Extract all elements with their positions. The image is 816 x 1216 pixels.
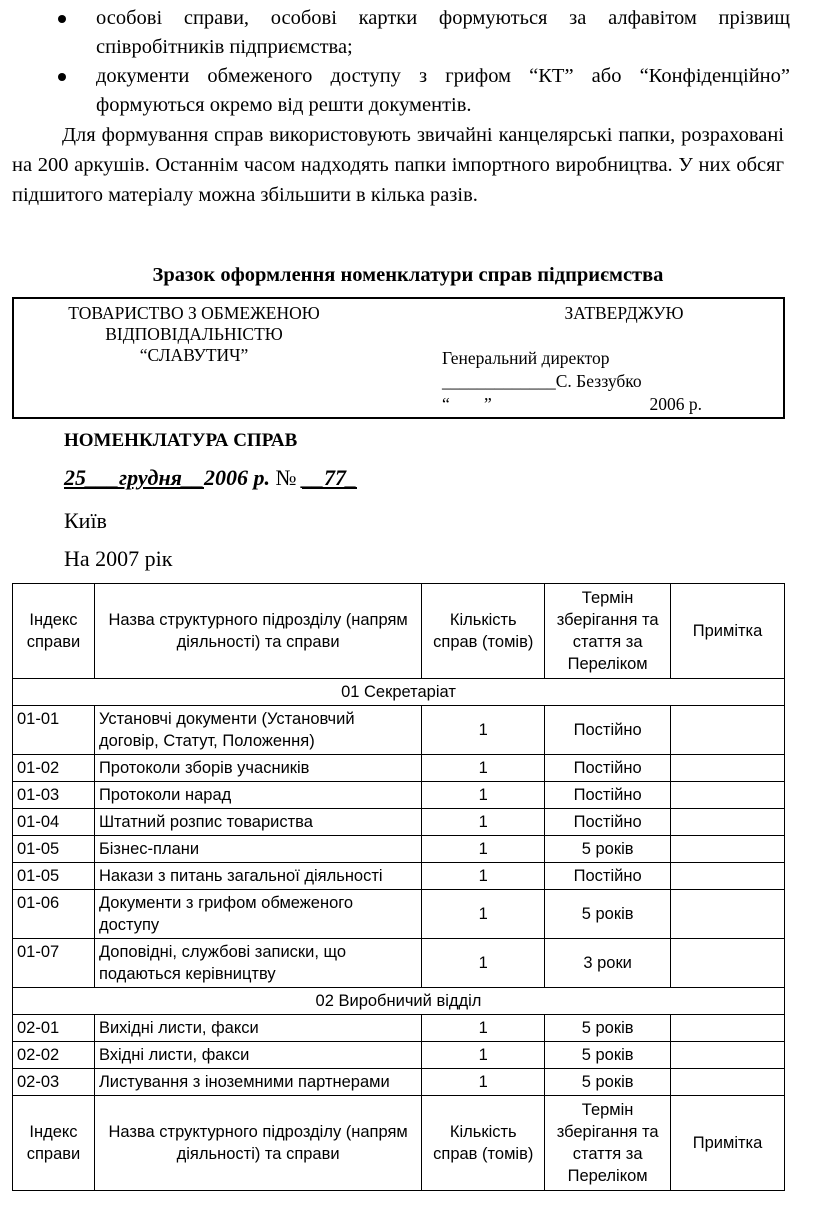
cell-count: 1 — [422, 1015, 545, 1042]
cell-name: Вхідні листи, факси — [94, 1042, 421, 1069]
cell-name: Установчі документи (Установчий договір, Статут, Положення) — [94, 706, 421, 755]
cell-note — [671, 1042, 785, 1069]
section-row — [13, 679, 785, 706]
footer-header-index: Індекс справи — [13, 1096, 95, 1191]
cell-term: Постійно — [545, 755, 671, 782]
cell-name: Протоколи зборів учасників — [94, 755, 421, 782]
org-line: ТОВАРИСТВО З ОБМЕЖЕНОЮ — [68, 303, 320, 323]
cell-name: Штатний розпис товариства — [94, 809, 421, 836]
cell-note — [671, 706, 785, 755]
approve-label: ЗАТВЕРДЖУЮ — [564, 303, 684, 323]
bullet-text: особові справи, особові картки формуються за алфавітом прізвищ співробітників підприємства; — [96, 7, 790, 58]
body-paragraph: Для формування справ використовують звичайні канцелярські папки, розраховані на 200 аркушів. Останнім часом надходять папки імпортного виробництва. У них обсяг підшитого матеріалу можна збільшити в кілька разів. — [12, 124, 784, 206]
city: Київ — [64, 508, 107, 533]
document-number: __77_ — [302, 465, 357, 490]
cell-term: 3 роки — [545, 939, 671, 988]
cell-index: 01-06 — [13, 890, 95, 939]
header-term: Термін зберігання та стаття за Переліком — [545, 584, 671, 679]
cell-term: Постійно — [545, 782, 671, 809]
footer-header-name: Назва структурного підрозділу (напрям діяльності) та справи — [94, 1096, 421, 1191]
cell-note — [671, 755, 785, 782]
header-count: Кількість справ (томів) — [422, 584, 545, 679]
table-header-row — [13, 584, 785, 679]
document-date — [64, 465, 357, 491]
cell-index: 01-05 — [13, 863, 95, 890]
table-row — [13, 939, 785, 988]
cell-note — [671, 863, 785, 890]
date-year: 2006 р. — [204, 465, 270, 490]
cell-note — [671, 809, 785, 836]
cell-term: 5 років — [545, 1015, 671, 1042]
footer-header-count: Кількість справ (томів) — [422, 1096, 545, 1191]
cell-index: 01-05 — [13, 836, 95, 863]
cell-note — [671, 1069, 785, 1096]
signature-line: _____________С. Беззубко — [442, 371, 642, 391]
cell-term: Постійно — [545, 706, 671, 755]
cell-count: 1 — [422, 782, 545, 809]
cell-index: 01-03 — [13, 782, 95, 809]
cell-count: 1 — [422, 1069, 545, 1096]
cell-count: 1 — [422, 706, 545, 755]
cell-note — [671, 782, 785, 809]
table-row — [13, 755, 785, 782]
cell-index: 01-04 — [13, 809, 95, 836]
approval-date — [442, 394, 702, 415]
cell-name: Накази з питань загальної діяльності — [94, 863, 421, 890]
for-year: На 2007 рік — [64, 546, 173, 571]
bullet-list — [50, 4, 790, 120]
table-row — [13, 863, 785, 890]
footer-header-term: Термін зберігання та стаття за Переліком — [545, 1096, 671, 1191]
cell-note — [671, 890, 785, 939]
organization-name — [14, 303, 374, 366]
cell-index: 01-02 — [13, 755, 95, 782]
table-row — [13, 1042, 785, 1069]
table-row — [13, 809, 785, 836]
director-role: Генеральний директор — [442, 348, 610, 368]
cell-index: 01-01 — [13, 706, 95, 755]
bullet-item — [50, 4, 790, 62]
header-name: Назва структурного підрозділу (напрям діяльності) та справи — [94, 584, 421, 679]
cell-name: Доповідні, службові записки, що подаються керівництву — [94, 939, 421, 988]
bullet-item — [50, 62, 790, 120]
section-title: 02 Виробничий відділ — [13, 988, 785, 1015]
cell-term: 5 років — [545, 836, 671, 863]
nomenclature-title: НОМЕНКЛАТУРА СПРАВ — [64, 430, 298, 451]
header-index: Індекс справи — [13, 584, 95, 679]
footer-header-note: Примітка — [671, 1096, 785, 1191]
section-title: 01 Секретаріат — [13, 679, 785, 706]
org-line: ВІДПОВІДАЛЬНІСТЮ — [105, 324, 283, 344]
table-footer-header-row — [13, 1096, 785, 1191]
date-day: 25_ — [64, 465, 97, 490]
cell-name: Вихідні листи, факси — [94, 1015, 421, 1042]
approval-header — [12, 297, 785, 419]
org-line: “СЛАВУТИЧ” — [139, 345, 249, 365]
cell-term: 5 років — [545, 890, 671, 939]
cell-term: Постійно — [545, 863, 671, 890]
bullet-dot-icon — [58, 15, 66, 23]
cell-term: 5 років — [545, 1042, 671, 1069]
cell-term: 5 років — [545, 1069, 671, 1096]
cell-count: 1 — [422, 863, 545, 890]
cell-note — [671, 939, 785, 988]
bullet-dot-icon — [58, 73, 66, 81]
cell-index: 02-03 — [13, 1069, 95, 1096]
number-label: № — [275, 465, 297, 490]
cell-count: 1 — [422, 890, 545, 939]
cell-count: 1 — [422, 809, 545, 836]
cell-note — [671, 1015, 785, 1042]
cell-index: 02-01 — [13, 1015, 95, 1042]
table-row — [13, 1015, 785, 1042]
bullet-text: документи обмеженого доступу з грифом “КТ” або “Конфіденційно” формуються окремо від решти документів. — [96, 65, 790, 116]
table-row — [13, 782, 785, 809]
section-row — [13, 988, 785, 1015]
cell-term: Постійно — [545, 809, 671, 836]
cell-note — [671, 836, 785, 863]
table-row — [13, 836, 785, 863]
cell-index: 02-02 — [13, 1042, 95, 1069]
table-row — [13, 706, 785, 755]
table-row — [13, 890, 785, 939]
cell-name: Протоколи нарад — [94, 782, 421, 809]
quote-open: “ — [442, 394, 450, 414]
cell-index: 01-07 — [13, 939, 95, 988]
approval-year: 2006 р. — [649, 394, 702, 414]
nomenclature-table — [12, 583, 785, 1191]
cell-count: 1 — [422, 755, 545, 782]
cell-name: Листування з іноземними партнерами — [94, 1069, 421, 1096]
cell-count: 1 — [422, 836, 545, 863]
cell-count: 1 — [422, 1042, 545, 1069]
sample-title: Зразок оформлення номенклатури справ підприємства — [152, 264, 664, 286]
date-month: __грудня__ — [97, 465, 204, 490]
cell-name: Документи з грифом обмеженого доступу — [94, 890, 421, 939]
table-row — [13, 1069, 785, 1096]
cell-name: Бізнес-плани — [94, 836, 421, 863]
quote-close: ” — [484, 394, 492, 414]
cell-count: 1 — [422, 939, 545, 988]
header-note: Примітка — [671, 584, 785, 679]
